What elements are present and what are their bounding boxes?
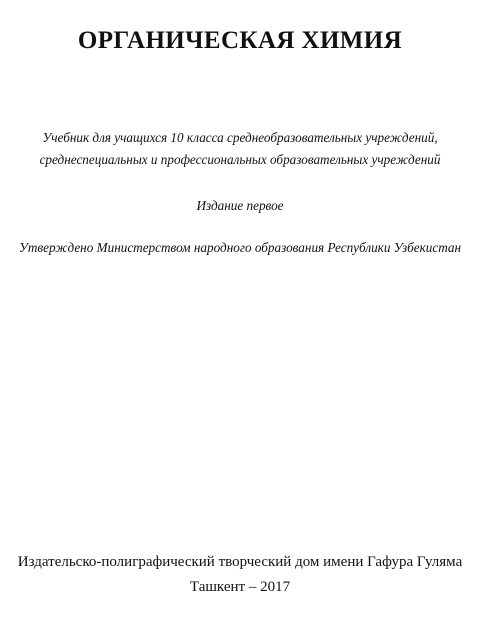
approval-note: Утверждено Министерством народного образования Республики Узбекистан: [18, 240, 462, 255]
subtitle-line-2: среднеспециальных и профессиональных образовательных учреждений: [39, 152, 441, 167]
city-and-year: Ташкент – 2017: [189, 579, 291, 595]
publisher-name: Издательско-полиграфический творческий дом имени Гафура Гуляма: [17, 554, 463, 570]
subtitle-line-1: Учебник для учащихся 10 класса среднеобразовательных учреждений,: [42, 130, 438, 145]
book-title: ОРГАНИЧЕСКАЯ ХИМИЯ: [77, 27, 403, 54]
edition-note: Издание первое: [196, 198, 284, 213]
